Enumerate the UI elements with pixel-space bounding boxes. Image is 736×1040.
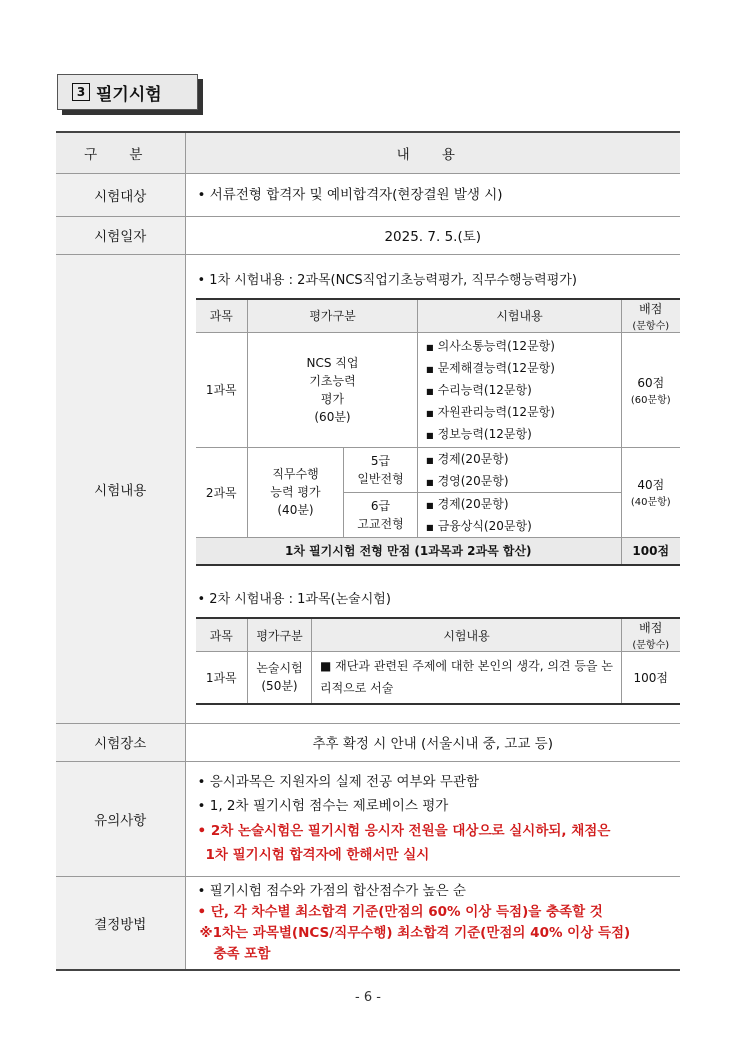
track2-name: 6급 고교전형 <box>344 492 418 537</box>
subject1-items <box>418 332 622 447</box>
subject2-track1-row <box>196 447 680 492</box>
row-method <box>56 876 680 970</box>
note-line: • 1, 2차 필기시험 점수는 제로베이스 평가 <box>197 798 449 814</box>
subject2-category: 직무수행 능력 평가 (40분) <box>248 447 344 537</box>
note-line-highlight: 1차 필기시험 합격자에 한해서만 실시 <box>205 847 430 863</box>
col-subject: 과목 <box>196 618 248 652</box>
col-content: 시험내용 <box>312 618 622 652</box>
subject2-name: 2과목 <box>196 447 248 537</box>
row-label: 시험내용 <box>56 254 185 723</box>
essay-subject: 1과목 <box>196 652 248 704</box>
second-exam-heading: • 2차 시험내용 : 1과목(논술시험) <box>197 592 391 607</box>
row-date <box>56 216 680 254</box>
list-item: ■ 경영(20문항) <box>426 473 509 488</box>
row-text: • 서류전형 합격자 및 예비합격자(현장결원 발생 시) <box>185 173 680 216</box>
total-text: 1차 필기시험 전형 만점 (1과목과 2과목 합산) <box>196 537 622 565</box>
table-header-row <box>56 132 680 173</box>
row-place <box>56 723 680 761</box>
row-text: 2025. 7. 5.(토) <box>185 216 680 254</box>
method-note: ※1차는 과목별(NCS/직무수행) 최소합격 기준(만점의 40% 이상 득점) <box>199 924 631 941</box>
method-note: 충족 포함 <box>213 945 271 962</box>
col-content: 시험내용 <box>418 299 622 333</box>
method-line: • 필기시험 점수와 가점의 합산점수가 높은 순 <box>197 882 466 899</box>
row-notes <box>56 761 680 876</box>
note-line: • 응시과목은 지원자의 실제 전공 여부와 무관함 <box>197 773 479 790</box>
essay-category: 논술시험 (50분) <box>248 652 312 704</box>
col-subject: 과목 <box>196 299 248 333</box>
row-body <box>185 254 680 723</box>
track2-items <box>418 492 622 537</box>
list-item: ■ 경제(20문항) <box>426 451 509 466</box>
first-exam-heading: • 1차 시험내용 : 2과목(NCS직업기초능력평가, 직무수행능력평가) <box>197 272 577 288</box>
row-label: 결정방법 <box>56 876 185 970</box>
section-number: 3 <box>72 83 90 101</box>
list-item: ■ 금융상식(20문항) <box>426 518 532 533</box>
row-target <box>56 173 680 216</box>
subject1-score: 60점 (60문항) <box>622 332 680 447</box>
total-row <box>196 537 680 565</box>
list-item: ■ 문제해결능력(12문항) <box>426 360 555 375</box>
row-label: 유의사항 <box>56 761 185 876</box>
row-label: 시험일자 <box>56 216 185 254</box>
essay-score: 100점 <box>622 652 680 704</box>
method-line-highlight: • 단, 각 차수별 최소합격 기준(만점의 60% 이상 득점)을 충족할 것 <box>197 903 603 920</box>
note-line-highlight: • 2차 논술시험은 필기시험 응시자 전원을 대상으로 실시하되, 채점은 <box>197 822 611 839</box>
list-item: ■ 의사소통능력(12문항) <box>426 338 555 353</box>
row-body <box>185 761 680 876</box>
section-title <box>57 74 198 110</box>
section-title-text: 필기시험 <box>96 84 162 105</box>
page-number: - 6 - <box>355 990 381 1005</box>
first-exam-header <box>196 299 680 333</box>
track1-name: 5급 일반전형 <box>344 447 418 492</box>
total-score: 100점 <box>622 537 680 565</box>
track1-items <box>418 447 622 492</box>
header-category: 구 분 <box>56 132 185 173</box>
essay-row <box>196 652 680 704</box>
row-label: 시험장소 <box>56 723 185 761</box>
list-item: ■ 자원관리능력(12문항) <box>426 404 555 419</box>
list-item: ■ 경제(20문항) <box>426 496 509 511</box>
row-content <box>56 254 680 723</box>
col-category: 평가구분 <box>248 618 312 652</box>
list-item: ■ 정보능력(12문항) <box>426 426 532 441</box>
row-text: 추후 확정 시 안내 (서울시내 중, 고교 등) <box>185 723 680 761</box>
exam-table <box>56 131 680 971</box>
list-item: ■ 수리능력(12문항) <box>426 382 532 397</box>
subject2-score: 40점 (40문항) <box>622 447 680 537</box>
first-exam-table <box>196 298 680 567</box>
col-category: 평가구분 <box>248 299 418 333</box>
second-exam-header <box>196 618 680 652</box>
essay-content: ■ 재단과 관련된 주제에 대한 본인의 생각, 의견 등을 논리적으로 서술 <box>312 652 622 704</box>
col-score: 배점 (문항수) <box>622 618 680 652</box>
col-score: 배점 (문항수) <box>622 299 680 333</box>
header-content: 내 용 <box>185 132 680 173</box>
row-label: 시험대상 <box>56 173 185 216</box>
subject1-category: NCS 직업 기초능력 평가 (60분) <box>248 332 418 447</box>
subject1-row <box>196 332 680 447</box>
second-exam-table <box>196 617 680 705</box>
row-body <box>185 876 680 970</box>
subject1-name: 1과목 <box>196 332 248 447</box>
